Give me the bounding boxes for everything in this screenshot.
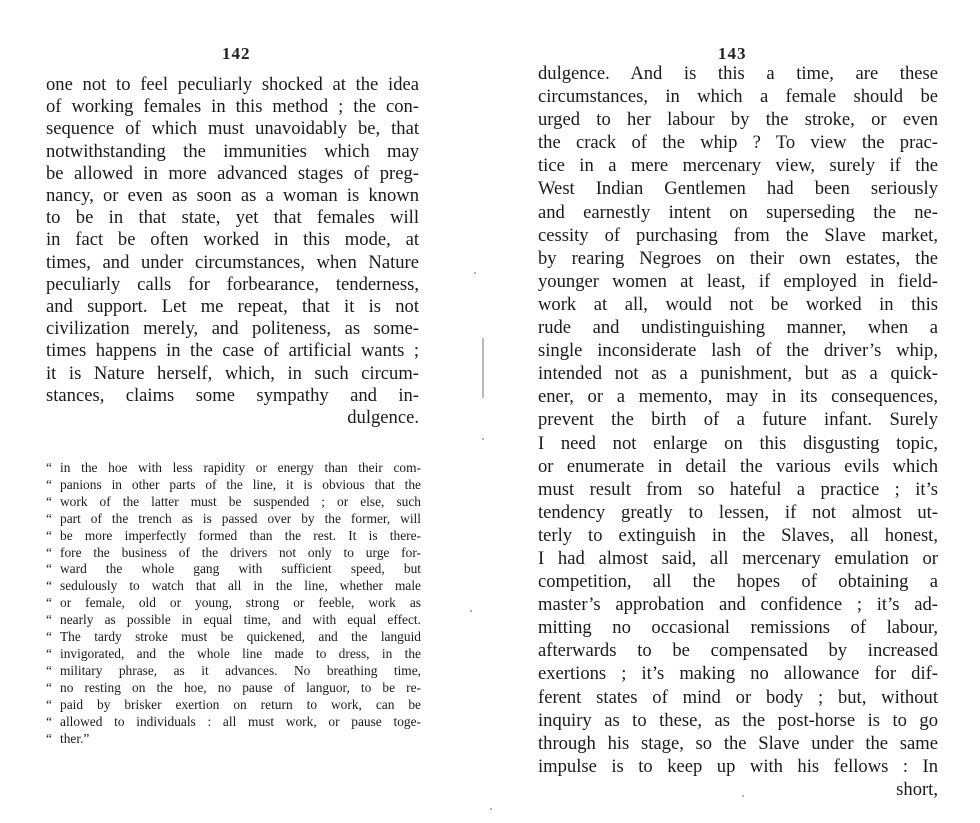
text-line: younger women at least, if employed in field- <box>538 270 938 292</box>
text-line: to be in that state, yet that females will <box>46 207 419 229</box>
text-line: of working females in this method ; the con- <box>46 96 419 118</box>
footnote-text: nearly as possible in equal time, and with equal effect. <box>60 612 421 628</box>
quote-mark: “ <box>46 595 52 611</box>
quote-mark: “ <box>46 561 52 577</box>
text-line: afterwards to be compensated by increased <box>538 640 938 662</box>
footnote-text: part of the trench as is passed over by the former, will <box>60 510 421 526</box>
footnote-line <box>46 612 421 629</box>
footnote-line <box>46 663 421 680</box>
text-line: dulgence. And is this a time, are these <box>538 63 938 84</box>
text-line: it is Nature herself, which, in such circum- <box>46 362 419 384</box>
footnote <box>46 460 421 747</box>
quote-mark: “ <box>46 612 52 628</box>
text-line: peculiarly calls for forbearance, tenderness, <box>46 273 419 295</box>
footnote-text: paid by brisker exertion on return to work, can be <box>60 696 421 712</box>
quote-mark: “ <box>46 696 52 712</box>
quote-mark: “ <box>46 629 52 645</box>
text-line: tendency greatly to lessen, if not almost ut- <box>538 501 938 523</box>
text-line: rude and undistinguishing manner, when a <box>538 317 938 339</box>
quote-mark: “ <box>46 730 52 746</box>
paper-speck <box>490 808 492 810</box>
text-line: and earnestly intent on superseding the ne- <box>538 201 938 223</box>
quote-mark: “ <box>46 645 52 661</box>
footnote-text: sedulously to watch that all in the line, whether male <box>60 578 421 594</box>
quote-mark: “ <box>46 527 52 543</box>
text-line: be allowed in more advanced stages of preg- <box>46 162 419 184</box>
footnote-text: be more imperfectly formed than the rest. It is there- <box>60 527 421 543</box>
text-line: circumstances, in which a female should be <box>538 86 938 108</box>
text-line: by rearing Negroes on their own estates, the <box>538 247 938 269</box>
left-page <box>0 0 470 823</box>
footnote-text: or female, old or young, strong or feeble, work as <box>60 595 421 611</box>
text-line: impulse is to keep up with his fellows : In <box>538 755 938 777</box>
text-line: times happens in the case of artificial wants ; <box>46 340 419 362</box>
quote-mark: “ <box>46 510 52 526</box>
quote-mark: “ <box>46 544 52 560</box>
footnote-line <box>46 460 421 477</box>
text-line: in fact be often worked in this mode, at <box>46 229 419 251</box>
footnote-line <box>46 629 421 646</box>
page-number-right: 143 <box>718 44 747 63</box>
gutter-shadow <box>482 338 484 398</box>
footnote-line <box>46 731 421 748</box>
footnote-line <box>46 680 421 697</box>
text-line: inquiry as to these, as the post-horse is to go <box>538 709 938 731</box>
footnote-line <box>46 561 421 578</box>
text-line: West Indian Gentlemen had been seriously <box>538 178 938 200</box>
footnote-text: no resting on the hoe, no pause of languor, to be re- <box>60 679 421 695</box>
left-body-text <box>46 74 419 429</box>
text-line: short, <box>896 778 938 800</box>
text-line: mitting no occasional remissions of labour, <box>538 617 938 639</box>
text-line: stances, claims some sympathy and in- <box>46 384 419 406</box>
footnote-text: military phrase, as it advances. No breathing time, <box>60 662 421 678</box>
footnote-text: The tardy stroke must be quickened, and the languid <box>60 629 421 645</box>
text-line: dulgence. <box>347 407 419 429</box>
paper-speck <box>742 795 744 797</box>
footnote-line <box>46 545 421 562</box>
text-line: urged to her labour by the stroke, or even <box>538 109 938 131</box>
footnote-line <box>46 578 421 595</box>
paper-speck <box>482 438 484 440</box>
text-line: intended not as a punishment, but as a quick- <box>538 363 938 385</box>
footnote-text: in the hoe with less rapidity or energy than their com- <box>60 460 421 475</box>
footnote-line <box>46 528 421 545</box>
text-line: the crack of the whip ? To view the prac- <box>538 132 938 154</box>
text-line: notwithstanding the immunities which may <box>46 140 419 162</box>
text-line: cessity of purchasing from the Slave market, <box>538 224 938 246</box>
text-line: or enumerate in detail the various evils which <box>538 455 938 477</box>
footnote-line <box>46 595 421 612</box>
text-line: must result from so hateful a practice ; it’s <box>538 478 938 500</box>
text-line: one not to feel peculiarly shocked at the idea <box>46 74 419 95</box>
text-line: times, and under circumstances, when Nature <box>46 251 419 273</box>
text-line: competition, all the hopes of obtaining a <box>538 571 938 593</box>
footnote-line <box>46 714 421 731</box>
footnote-line <box>46 697 421 714</box>
footnote-line <box>46 511 421 528</box>
text-line: sequence of which must unavoidably be, that <box>46 118 419 140</box>
text-line: I need not enlarge on this disgusting topic, <box>538 432 938 454</box>
text-line: through his stage, so the Slave under the same <box>538 732 938 754</box>
page-number-left: 142 <box>222 44 251 63</box>
footnote-text: invigorated, and the whole line made to dress, in the <box>60 645 421 661</box>
text-line: and support. Let me repeat, that it is not <box>46 296 419 318</box>
text-line: prevent the birth of a future infant. Surely <box>538 409 938 431</box>
right-body-text <box>538 62 938 801</box>
footnote-line <box>46 494 421 511</box>
text-line: tice in a mere mercenary view, surely if the <box>538 155 938 177</box>
text-line: terly to extinguish in the Slaves, all honest, <box>538 524 938 546</box>
text-line: exertions ; it’s making no allowance for dif- <box>538 663 938 685</box>
footnote-text: ther.” <box>60 730 90 746</box>
text-line: work at all, would not be worked in this <box>538 293 938 315</box>
text-line: nancy, or even as soon as a woman is known <box>46 185 419 207</box>
footnote-line <box>46 646 421 663</box>
footnote-text: ward the whole gang with sufficient speed, but <box>60 561 421 577</box>
paper-speck <box>470 610 472 612</box>
text-line: ener, or a memento, may in its consequences, <box>538 386 938 408</box>
quote-mark: “ <box>46 679 52 695</box>
footnote-text: work of the latter must be suspended ; or else, such <box>60 493 421 509</box>
text-line: civilization merely, and politeness, as some- <box>46 318 419 340</box>
quote-mark: “ <box>46 662 52 678</box>
right-page <box>490 0 980 823</box>
quote-mark: “ <box>46 578 52 594</box>
footnote-line <box>46 477 421 494</box>
paper-speck <box>474 272 476 274</box>
footnote-text: panions in other parts of the line, it is obvious that the <box>60 476 421 492</box>
text-line: master’s approbation and confidence ; it’s ad- <box>538 594 938 616</box>
quote-mark: “ <box>46 493 52 509</box>
text-line: I had almost said, all mercenary emulation or <box>538 547 938 569</box>
quote-mark: “ <box>46 460 52 475</box>
footnote-text: fore the business of the drivers not only to urge for- <box>60 544 421 560</box>
text-line: single inconsiderate lash of the driver’s whip, <box>538 340 938 362</box>
quote-mark: “ <box>46 713 52 729</box>
text-line: ferent states of mind or body ; but, without <box>538 686 938 708</box>
quote-mark: “ <box>46 476 52 492</box>
footnote-text: allowed to individuals : all must work, or pause toge- <box>60 713 421 729</box>
